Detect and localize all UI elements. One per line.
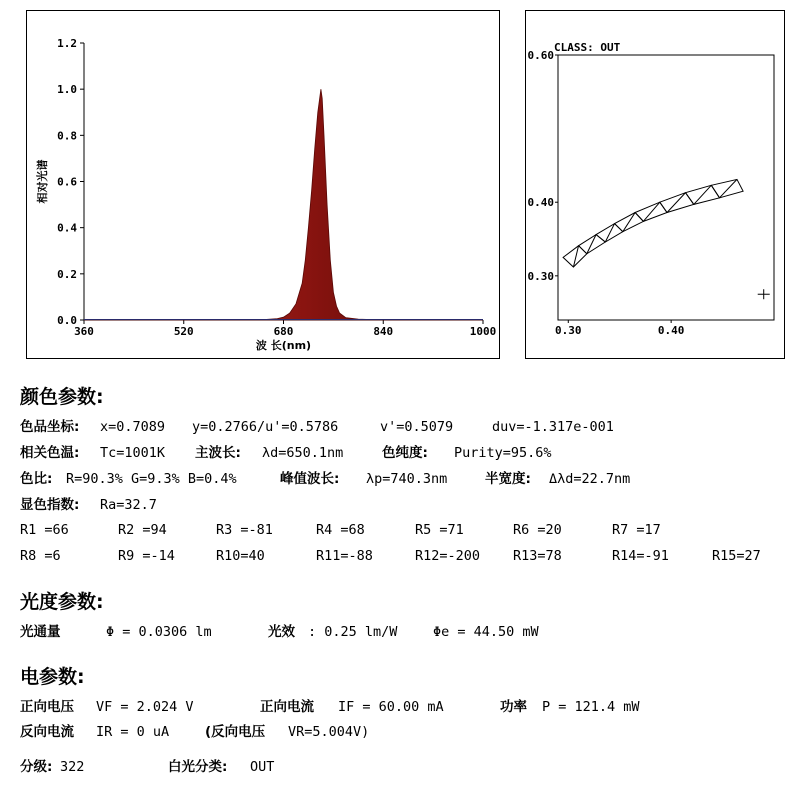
r-value: R11=-88	[316, 548, 373, 564]
chromaticity-label: 色品坐标:	[20, 419, 80, 435]
power-label: 功率	[500, 699, 527, 715]
electrical-params-title: 电参数:	[20, 666, 85, 688]
y-tick-label: 0.6	[57, 175, 77, 189]
dominant-wavelength-label: 主波长:	[195, 445, 241, 461]
grade-value: 322	[60, 759, 85, 775]
white-class-label: 白光分类:	[168, 759, 228, 775]
luminous-flux-value: Φ = 0.0306 lm	[106, 624, 212, 640]
color-params-title: 颜色参数:	[20, 386, 104, 408]
luminous-flux-label: 光通量	[20, 624, 61, 640]
reverse-voltage-value: VR=5.004V)	[288, 724, 370, 740]
r-value: R8 =6	[20, 548, 61, 564]
r-value: R4 =68	[316, 522, 365, 538]
cie-chart	[526, 11, 784, 358]
x-tick-label: 0.40	[657, 324, 685, 337]
y-tick-label: 0.8	[57, 129, 77, 143]
r-value: R13=78	[513, 548, 562, 564]
cri-value: Ra=32.7	[100, 497, 157, 513]
cie-title: CLASS: OUT	[554, 41, 621, 54]
reverse-current-value: IR = 0 uA	[96, 724, 170, 740]
x-tick-label: 680	[273, 325, 294, 338]
y-tick-label: 0.2	[57, 267, 77, 281]
reverse-current-label: 反向电流	[20, 724, 74, 740]
y-tick-label: 0.30	[527, 269, 554, 283]
cie-chart-panel	[525, 10, 785, 359]
r-value: R1 =66	[20, 522, 69, 538]
peak-wavelength-label: 峰值波长:	[280, 471, 340, 487]
x-tick-label: 360	[74, 325, 94, 338]
cie-bin-outline	[563, 246, 587, 267]
x-tick-label: 1000	[469, 325, 497, 338]
color-ratio-label: 色比:	[20, 471, 53, 487]
r-value: R9 =-14	[118, 548, 175, 564]
y-axis-title: 相对光谱	[36, 159, 49, 204]
half-width-label: 半宽度:	[485, 471, 531, 487]
r-value: R10=40	[216, 548, 265, 564]
spectrum-chart-panel	[26, 10, 500, 359]
r-value: R14=-91	[612, 548, 669, 564]
y-tick-label: 0.40	[527, 196, 554, 210]
y-tick-label: 1.2	[57, 37, 77, 50]
efficacy-label: 光效	[268, 624, 295, 640]
color-ratio-value: R=90.3% G=9.3% B=0.4%	[66, 471, 237, 487]
grade-label: 分级:	[20, 759, 53, 775]
duv-value: duv=-1.317e-001	[492, 419, 614, 435]
y-tick-label: 0.4	[57, 221, 77, 235]
efficacy-value: : 0.25 lm/W	[308, 624, 398, 640]
reverse-voltage-label: (反向电压	[205, 724, 266, 740]
spectrum-area	[84, 89, 483, 320]
peak-wavelength-value: λp=740.3nm	[366, 471, 448, 487]
y-tick-label: 1.0	[57, 83, 77, 97]
r-value: R7 =17	[612, 522, 661, 538]
r-value: R6 =20	[513, 522, 562, 538]
radiant-flux-value: Φe = 44.50 mW	[433, 624, 539, 640]
forward-voltage-label: 正向电压	[20, 699, 74, 715]
white-class-value: OUT	[250, 759, 275, 775]
r-value: R3 =-81	[216, 522, 273, 538]
cct-value: Tc=1001K	[100, 445, 166, 461]
cri-label: 显色指数:	[20, 497, 80, 513]
power-value: P = 121.4 mW	[542, 699, 640, 715]
half-width-value: Δλd=22.7nm	[549, 471, 631, 487]
cct-label: 相关色温:	[20, 445, 80, 461]
r-value: R2 =94	[118, 522, 167, 538]
purity-label: 色纯度:	[382, 445, 428, 461]
photometric-params-title: 光度参数:	[20, 591, 104, 613]
forward-voltage-value: VF = 2.024 V	[96, 699, 194, 715]
r-value: R15=27	[712, 548, 761, 564]
x-tick-label: 840	[373, 325, 394, 338]
purity-value: Purity=95.6%	[454, 445, 552, 461]
spectrum-chart	[27, 11, 499, 358]
cie-bin-outline	[711, 179, 743, 197]
y-tick-label: 0.0	[57, 314, 77, 327]
dominant-wavelength-value: λd=650.1nm	[262, 445, 344, 461]
y-value: y=0.2766/u'=0.5786	[192, 419, 339, 435]
r-value: R5 =71	[415, 522, 464, 538]
forward-current-label: 正向电流	[260, 699, 314, 715]
r-value: R12=-200	[415, 548, 481, 564]
x-value: x=0.7089	[100, 419, 166, 435]
y-tick-label: 0.60	[527, 49, 554, 62]
forward-current-value: IF = 60.00 mA	[338, 699, 444, 715]
x-tick-label: 520	[173, 325, 194, 338]
x-axis-title: 波 长(nm)	[255, 339, 312, 352]
v-value: v'=0.5079	[380, 419, 454, 435]
x-tick-label: 0.30	[555, 324, 582, 337]
